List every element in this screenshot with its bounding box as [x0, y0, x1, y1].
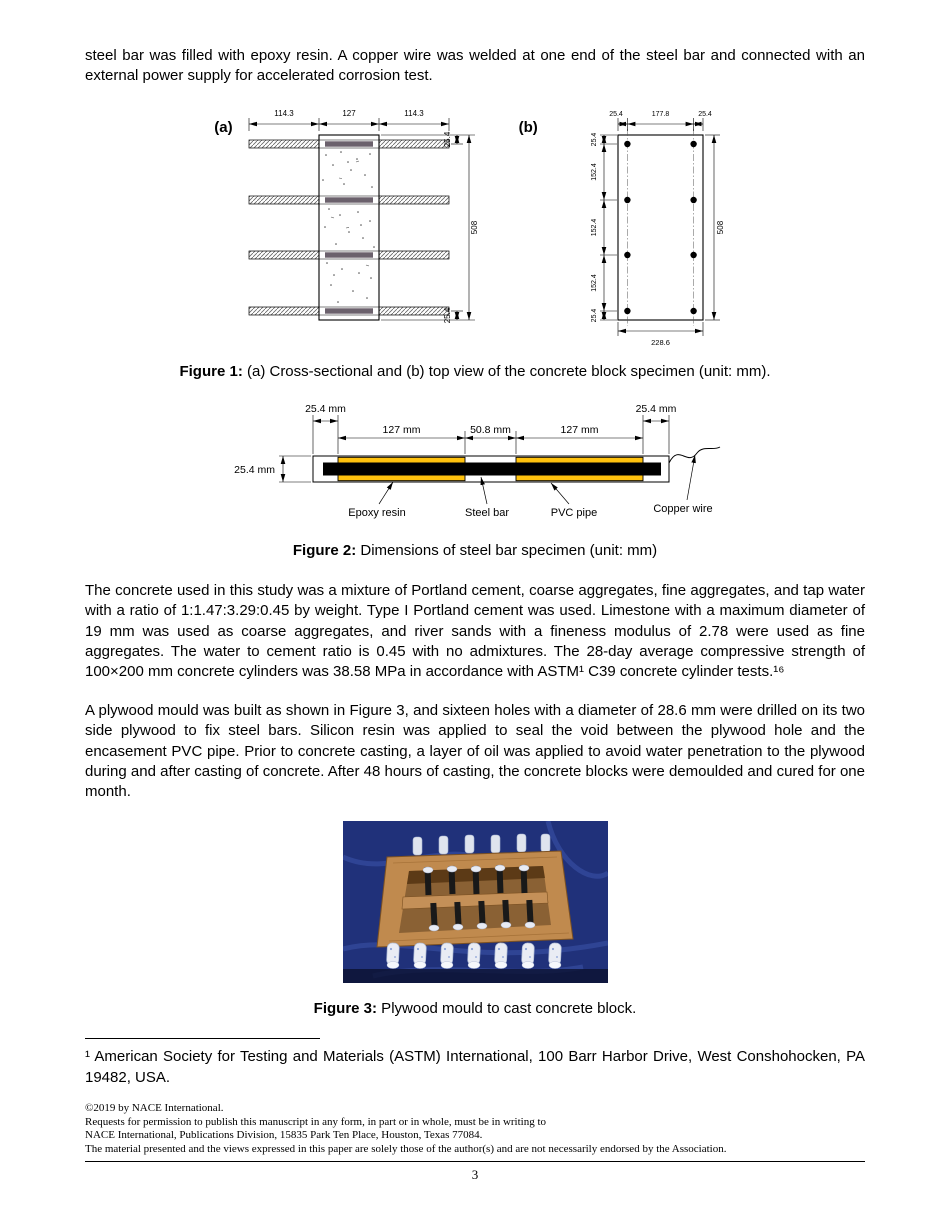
dim-label: 508 [469, 220, 479, 234]
footer-line-3: NACE International, Publications Division, 15835 Park Ten Place, Houston, Texas 77084. [85, 1129, 483, 1142]
dim-label: 25.4 [590, 132, 598, 147]
footer-line-4: The material presented and the views expressed in this paper are solely those of the author(s) and are not necessarily endorsed by the Association. [85, 1143, 727, 1156]
dim-label: 152.4 [590, 163, 598, 181]
dim-label: 25.4 [442, 131, 452, 148]
figure2-caption [85, 541, 865, 561]
figure1-caption-label: Figure 1: [179, 362, 243, 380]
figure1b-label: (b) [518, 118, 538, 136]
copper-wire [669, 447, 720, 463]
steel-bar [323, 463, 661, 476]
dim-label: 152.4 [590, 274, 598, 292]
dim-label: 228.6 [650, 337, 670, 347]
figure3-caption-label: Figure 3: [313, 999, 378, 1017]
dimensions-top [249, 118, 449, 131]
footer-rule [85, 1161, 865, 1162]
dim-label: 152.4 [590, 218, 598, 237]
dim-label: 127 mm [382, 424, 421, 437]
paragraph-intro: steel bar was filled with epoxy resin. A copper wire was welded at one end of the steel bar and connected with an external power supply for accelerated corrosion test. [85, 47, 865, 85]
dim-label: 127 [341, 108, 356, 118]
dimensions-left [600, 135, 617, 320]
paragraph-mould: A plywood mould was built as shown in Figure 3, and sixteen holes with a diameter of 28.6 mm were drilled on its two side plywood to fix steel bars. Silicon resin was applied to seal the void between the plywood hole and the encasement PVC pipe. Prior to concrete casting, a layer of oil was applied to avoid water penetration to the plywood during and after casting of concrete. After 48 hours of casting, the concrete blocks were demoulded and cured for one month. [85, 701, 865, 801]
dim-label: 25.4 [697, 110, 712, 118]
dimensions-top [618, 118, 703, 131]
dim-label: 25.4 [608, 110, 623, 118]
figure1a [214, 105, 478, 345]
dim-label: 114.3 [273, 108, 294, 118]
dim-label: 25.4 mm [305, 403, 346, 416]
dim-label: 50.8 mm [470, 424, 511, 437]
figure1a-label: (a) [214, 118, 233, 136]
copper-wire-label: Copper wire [653, 503, 713, 516]
figure2 [85, 401, 865, 529]
page-number: 3 [471, 1166, 479, 1182]
dim-label: 25.4 [442, 307, 452, 324]
footer-line-1: ©2019 by NACE International. [85, 1101, 224, 1114]
figure2-caption-text: Dimensions of steel bar specimen (unit: mm) [356, 542, 658, 560]
footnote-text: ¹ American Society for Testing and Materials (ASTM) International, 100 Barr Harbor Drive, West Conshohocken, PA 19482, USA. [85, 1048, 865, 1086]
figure2-caption-label: Figure 2: [292, 542, 357, 560]
epoxy-resin-label: Epoxy resin [348, 507, 406, 520]
figure3-photo [343, 821, 608, 983]
figure1a-drawing [241, 105, 479, 345]
figure1b [519, 105, 736, 350]
figure3-caption [85, 999, 865, 1019]
dim-label: 127 mm [560, 424, 599, 437]
dimensions-bottom [618, 322, 703, 336]
copyright-footer [85, 1102, 865, 1157]
figure3 [85, 821, 865, 987]
footnote-separator [85, 1038, 320, 1039]
dimensions-right [381, 135, 475, 320]
figure1 [85, 105, 865, 350]
dim-label: 25.4 [590, 308, 598, 323]
figure1b-drawing [546, 105, 736, 350]
footer-line-2: Requests for permission to publish this manuscript in any form, in part or in whole, must be in writing to [85, 1115, 547, 1128]
figure2-drawing [225, 401, 725, 525]
tarp-shadow [343, 969, 608, 983]
block-top-view [618, 135, 703, 320]
paragraph-concrete: The concrete used in this study was a mixture of Portland cement, coarse aggregates, fine aggregates, and tap water with a ratio of 1:1.47:3.29:0.45 by weight. Type I Portland cement was used. Limestone with a maximum diameter of 19 mm was used as coarse aggregates, and river sands with a fineness modulus of 2.78 were used as fine aggregates. The water to cement ratio is 0.45 with no admixtures. The 28-day average compressive strength of 100×200 mm concrete cylinders was 38.58 MPa in accordance with ASTM¹ C39 concrete cylinder tests.¹⁶ [85, 581, 865, 681]
dim-label: 25.4 mm [234, 464, 275, 477]
pvc-pipe-label: PVC pipe [550, 507, 598, 520]
dim-label: 114.3 [403, 108, 424, 118]
dim-label: 508 [715, 220, 725, 234]
figure1-caption-text: (a) Cross-sectional and (b) top view of the concrete block specimen (unit: mm). [242, 362, 771, 380]
figure3-caption-text: Plywood mould to cast concrete block. [377, 999, 637, 1017]
dim-label: 25.4 mm [635, 403, 677, 416]
figure1-caption [85, 362, 865, 382]
dim-label: 177.8 [651, 110, 670, 118]
steel-bar-label: Steel bar [464, 507, 510, 520]
concrete-stipple [322, 151, 375, 303]
